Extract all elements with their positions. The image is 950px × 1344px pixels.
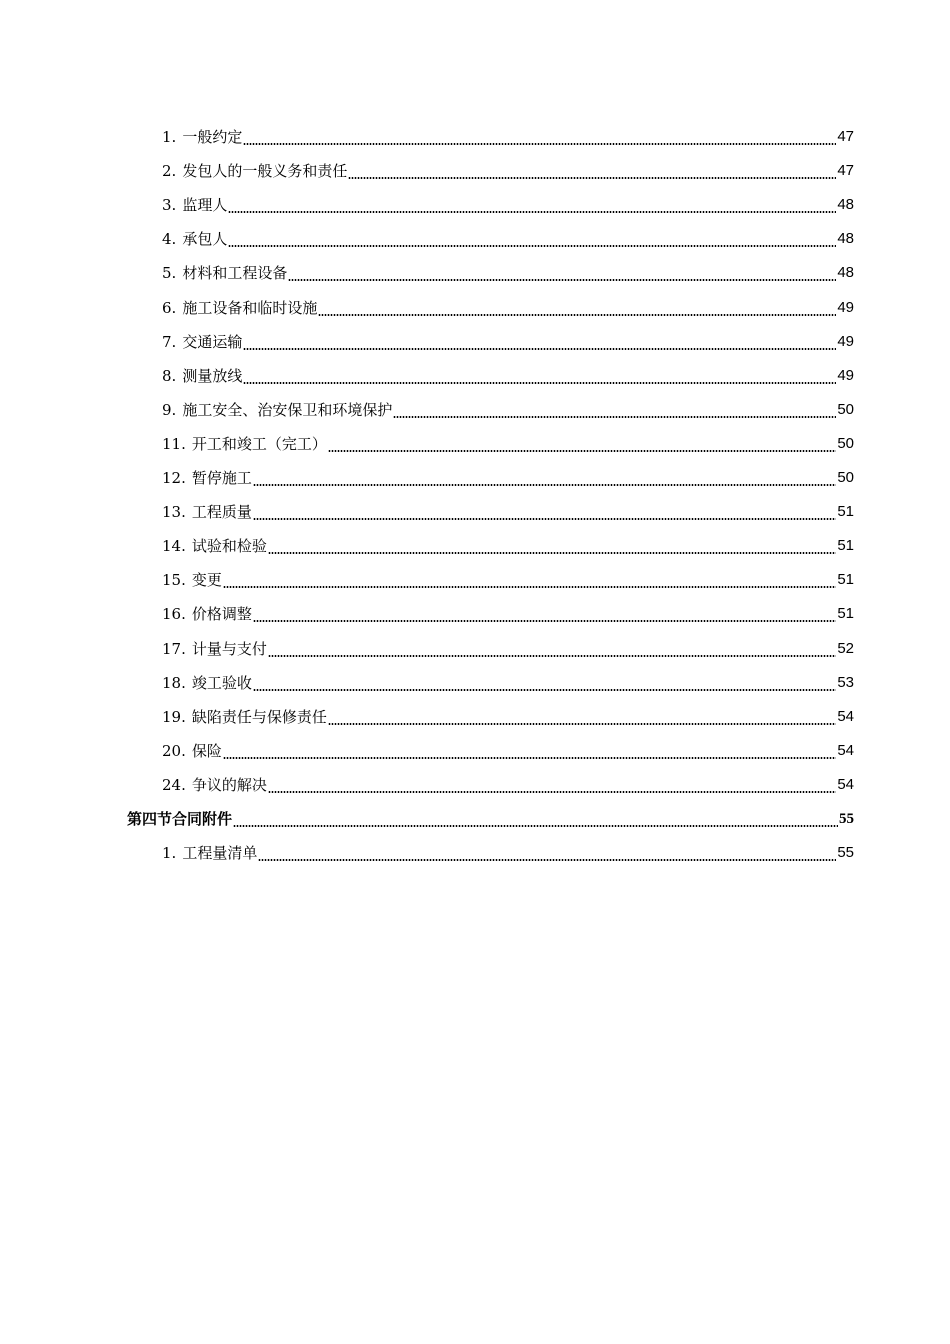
toc-entry-number: 2.	[162, 162, 177, 181]
toc-entry-number: 14.	[162, 537, 186, 556]
toc-entry-page-number: 49	[837, 298, 854, 316]
toc-entry-title: 争议的解决	[191, 775, 267, 794]
toc-entry-title: 交通运输	[182, 332, 243, 351]
dot-leader	[268, 791, 836, 793]
dot-leader	[348, 177, 836, 179]
dot-leader	[253, 620, 836, 622]
dot-leader	[243, 348, 836, 350]
toc-entry-number: 17.	[162, 639, 186, 658]
dot-leader	[253, 689, 836, 691]
toc-entry-number: 20.	[162, 741, 186, 760]
dot-leader	[228, 211, 836, 213]
toc-entry-page-number: 55	[839, 811, 854, 827]
toc-entry[interactable]	[162, 495, 854, 529]
toc-entry[interactable]	[162, 222, 854, 256]
toc-entry-title: 开工和竣工（完工）	[191, 434, 327, 453]
toc-entry-page-number: 48	[837, 196, 854, 214]
toc-entry-page-number: 54	[837, 775, 854, 793]
dot-leader	[228, 245, 836, 247]
toc-entry[interactable]	[162, 768, 854, 802]
toc-entry[interactable]	[162, 393, 854, 427]
toc-entry-title: 发包人的一般义务和责任	[182, 162, 348, 181]
toc-entry[interactable]	[162, 836, 854, 870]
toc-entry-title: 一般约定	[182, 128, 243, 146]
toc-entry[interactable]	[162, 188, 854, 222]
toc-entry-title: 变更	[191, 571, 222, 590]
dot-leader	[233, 825, 838, 827]
toc-entry-title: 试验和检验	[191, 537, 267, 556]
toc-entry-page-number: 54	[837, 707, 854, 725]
toc-entry-number: 24.	[162, 775, 186, 794]
dot-leader	[243, 382, 836, 384]
toc-entry[interactable]	[162, 666, 854, 700]
dot-leader	[268, 655, 836, 657]
toc-entry-number: 15.	[162, 571, 186, 590]
toc-entry[interactable]	[162, 120, 854, 154]
dot-leader	[253, 518, 836, 520]
toc-entry[interactable]	[162, 597, 854, 631]
toc-entry-page-number: 51	[837, 605, 854, 623]
toc-entry-title: 施工设备和临时设施	[182, 298, 318, 317]
dot-leader	[243, 143, 836, 145]
toc-entry[interactable]	[162, 154, 854, 188]
toc-entry-page-number: 50	[837, 400, 854, 418]
toc-entry-page-number: 47	[837, 162, 854, 180]
toc-entry-number: 1.	[162, 128, 177, 146]
toc-entry-number: 3.	[162, 196, 177, 215]
toc-entry-title: 暂停施工	[191, 469, 252, 487]
toc-entry-page-number: 47	[837, 128, 854, 145]
dot-leader	[318, 314, 836, 316]
toc-entry-number: 6.	[162, 298, 177, 317]
toc-entry-title: 承包人	[182, 230, 228, 249]
toc-entry-title: 第四节合同附件	[127, 810, 233, 828]
toc-entry-page-number: 48	[837, 264, 854, 282]
toc-entry[interactable]	[162, 461, 854, 495]
toc-entry-page-number: 50	[837, 469, 854, 486]
toc-entry-number: 18.	[162, 673, 186, 692]
toc-entry-title: 竣工验收	[191, 673, 252, 692]
toc-entry-number: 1.	[162, 844, 177, 863]
toc-entry-number: 4.	[162, 230, 177, 249]
dot-leader	[328, 450, 836, 452]
toc-entry[interactable]	[162, 632, 854, 666]
dot-leader	[328, 723, 836, 725]
toc-entry[interactable]	[162, 256, 854, 290]
toc-entry-number: 12.	[162, 469, 186, 487]
toc-entry-number: 5.	[162, 264, 177, 283]
toc-entry-number: 8.	[162, 366, 177, 385]
toc-entry-title: 价格调整	[191, 605, 252, 624]
toc-entry-number: 11.	[162, 434, 186, 453]
toc-entry-title: 工程量清单	[182, 844, 258, 863]
toc-entry[interactable]	[162, 529, 854, 563]
toc-entry-title: 保险	[191, 741, 222, 760]
toc-entry[interactable]	[162, 359, 854, 393]
toc-entry-page-number: 50	[837, 434, 854, 452]
dot-leader	[268, 552, 836, 554]
toc-entry-number: 13.	[162, 503, 186, 522]
toc-entry-number: 19.	[162, 707, 186, 726]
toc-entry-page-number: 49	[837, 332, 854, 350]
toc-entry-page-number: 51	[837, 503, 854, 521]
toc-section-entry[interactable]	[127, 802, 854, 836]
toc-entry-number: 7.	[162, 332, 177, 351]
toc-entry-title: 工程质量	[191, 503, 252, 522]
toc-entry[interactable]	[162, 700, 854, 734]
toc-entry[interactable]	[162, 563, 854, 597]
toc-entry-title: 缺陷责任与保修责任	[191, 707, 327, 726]
toc-entry-title: 监理人	[182, 196, 228, 215]
toc-entry[interactable]	[162, 427, 854, 461]
toc-entry[interactable]	[162, 291, 854, 325]
toc-entry-title: 施工安全、治安保卫和环境保护	[182, 400, 393, 419]
toc-entry-page-number: 49	[837, 366, 854, 384]
toc-entry-number: 9.	[162, 400, 177, 419]
toc-entry-page-number: 54	[837, 741, 854, 759]
toc-entry-page-number: 51	[837, 537, 854, 555]
toc-entry-number: 16.	[162, 605, 186, 624]
toc-entry-title: 计量与支付	[191, 639, 267, 658]
toc-entry-page-number: 53	[837, 673, 854, 691]
toc-entry-title: 材料和工程设备	[182, 264, 288, 283]
dot-leader	[223, 757, 836, 759]
dot-leader	[288, 279, 836, 281]
dot-leader	[253, 484, 836, 486]
toc-entry-title: 测量放线	[182, 366, 243, 385]
toc-entry[interactable]	[162, 734, 854, 768]
toc-entry[interactable]	[162, 325, 854, 359]
toc-entry-page-number: 48	[837, 230, 854, 248]
toc-entry-page-number: 52	[837, 639, 854, 657]
dot-leader	[393, 416, 836, 418]
toc-entry-page-number: 55	[837, 844, 854, 862]
dot-leader	[223, 586, 836, 588]
dot-leader	[258, 859, 836, 861]
toc-entry-page-number: 51	[837, 571, 854, 589]
